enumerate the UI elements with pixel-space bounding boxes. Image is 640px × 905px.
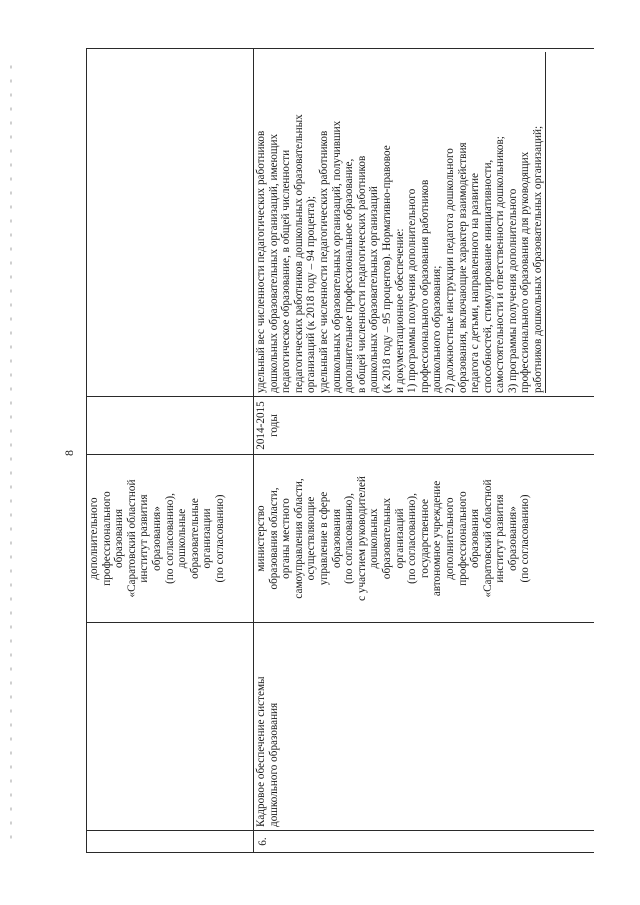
executors-line: государственное: [418, 499, 431, 578]
cell-executors: [254, 455, 595, 623]
executors-line: дополнительного: [443, 497, 456, 580]
cell-term: [254, 397, 595, 455]
indicators-line: образования, включающие характер взаимодействия: [456, 142, 469, 393]
executors-line: автономное учреждение: [431, 480, 444, 597]
indicators-line: и документационное обеспечение:: [393, 228, 406, 393]
indicators-line: педагогическое образование, в общей численности: [280, 149, 293, 393]
term-line: годы: [267, 414, 280, 437]
indicators-line: дошкольных образовательных организаций: [368, 186, 381, 393]
executors-line: «Саратовский областной: [481, 479, 494, 598]
executors-line: профессионального: [100, 491, 113, 586]
indicators-line: педагогических работников дошкольных образовательных: [292, 114, 305, 393]
indicators-line: организаций (к 2018 году – 94 процента);: [305, 196, 318, 393]
indicators-line: (к 2018 году – 95 процентов). Нормативно-правовое: [380, 145, 393, 393]
executors-line: управление в сфере: [317, 491, 330, 586]
executors-line: «Саратовский областной: [125, 479, 138, 598]
executors-line: (по согласованию),: [343, 493, 356, 584]
executors-line: образовательные: [188, 498, 201, 579]
rotated-plan-table-frame: [86, 48, 594, 853]
executors-line: (по согласованию): [213, 494, 226, 583]
indicators-line: дошкольного образования;: [431, 265, 444, 393]
cell-indicators: [254, 49, 595, 397]
plan-table: [86, 48, 594, 853]
executors-line: дошкольные: [176, 508, 189, 569]
indicators-line: в общей численности педагогических работников: [355, 155, 368, 393]
indicators-line: профессионального образования для руководящих: [519, 151, 532, 393]
executors-line: образования»: [150, 506, 163, 571]
indicators-line: педагога с детьми, направленного на развитие: [469, 173, 482, 393]
executors-line: с участием руководителей: [355, 476, 368, 601]
scan-margin-dots: [8, 60, 14, 840]
executors-line: образования области,: [267, 487, 280, 590]
indicators-line: дошкольных образовательных организаций, получивших: [330, 120, 343, 393]
cell-number-empty: [87, 831, 254, 853]
executors-line: организации: [201, 508, 214, 569]
executors-line: дополнительного: [88, 497, 100, 580]
task-line: дошкольного образования: [267, 702, 280, 827]
executors-line: (по согласованию),: [163, 493, 176, 584]
executors-line: (по согласованию),: [406, 493, 419, 584]
row-number: 6.: [254, 831, 595, 853]
page-number: 8: [62, 450, 76, 456]
executors-line: образования»: [506, 506, 519, 571]
indicators-line: самостоятельности и ответственности дошкольников;: [494, 136, 507, 393]
cell-executors-continued: [87, 455, 254, 623]
executors-line: органы местного: [280, 498, 293, 579]
indicators-line: удельный вес численности педагогических работников: [317, 130, 330, 393]
executors-line: образования: [330, 509, 343, 569]
executors-line: институт развития: [494, 494, 507, 583]
executors-line: осуществляющие: [305, 496, 318, 581]
executors-line: дошкольных: [368, 508, 381, 569]
executors-line: образования: [113, 509, 126, 569]
indicators-line: дополнительное профессиональное образование,: [343, 158, 356, 393]
table-row-6: [254, 49, 595, 853]
indicators-line: 3) программы получения дополнительного: [506, 188, 519, 393]
term-line: 2014-2015: [255, 401, 267, 450]
executors-line: министерство: [255, 505, 267, 572]
indicators-line: способностей, стимулирование инициативности,: [481, 159, 494, 393]
indicators-line: 1) программы получения дополнительного: [406, 188, 419, 393]
executors-line: самоуправления области,: [292, 478, 305, 599]
indicators-line: профессионального образования работников: [418, 179, 431, 393]
cell-task: [254, 623, 595, 831]
executors-line: институт развития: [138, 494, 151, 583]
cell-term-empty: [87, 397, 254, 455]
indicators-line: работников дошкольных образовательных организаций;: [532, 52, 546, 393]
executors-line: (по согласованию): [519, 494, 532, 583]
executors-line: организаций: [393, 508, 406, 569]
indicators-line: дошкольных образовательных организаций, имеющих: [267, 133, 280, 393]
table-row-continuation: [87, 49, 254, 853]
executors-line: профессионального: [456, 491, 469, 586]
indicators-line: 2) должностные инструкции педагога дошкольного: [443, 148, 456, 393]
task-line: Кадровое обеспечение системы: [255, 676, 267, 827]
executors-line: образовательных: [380, 497, 393, 580]
cell-task-empty: [87, 623, 254, 831]
executors-line: образования: [469, 509, 482, 569]
indicators-line: удельный вес численности педагогических работников: [255, 130, 267, 393]
cell-indicators-empty: [87, 49, 254, 397]
